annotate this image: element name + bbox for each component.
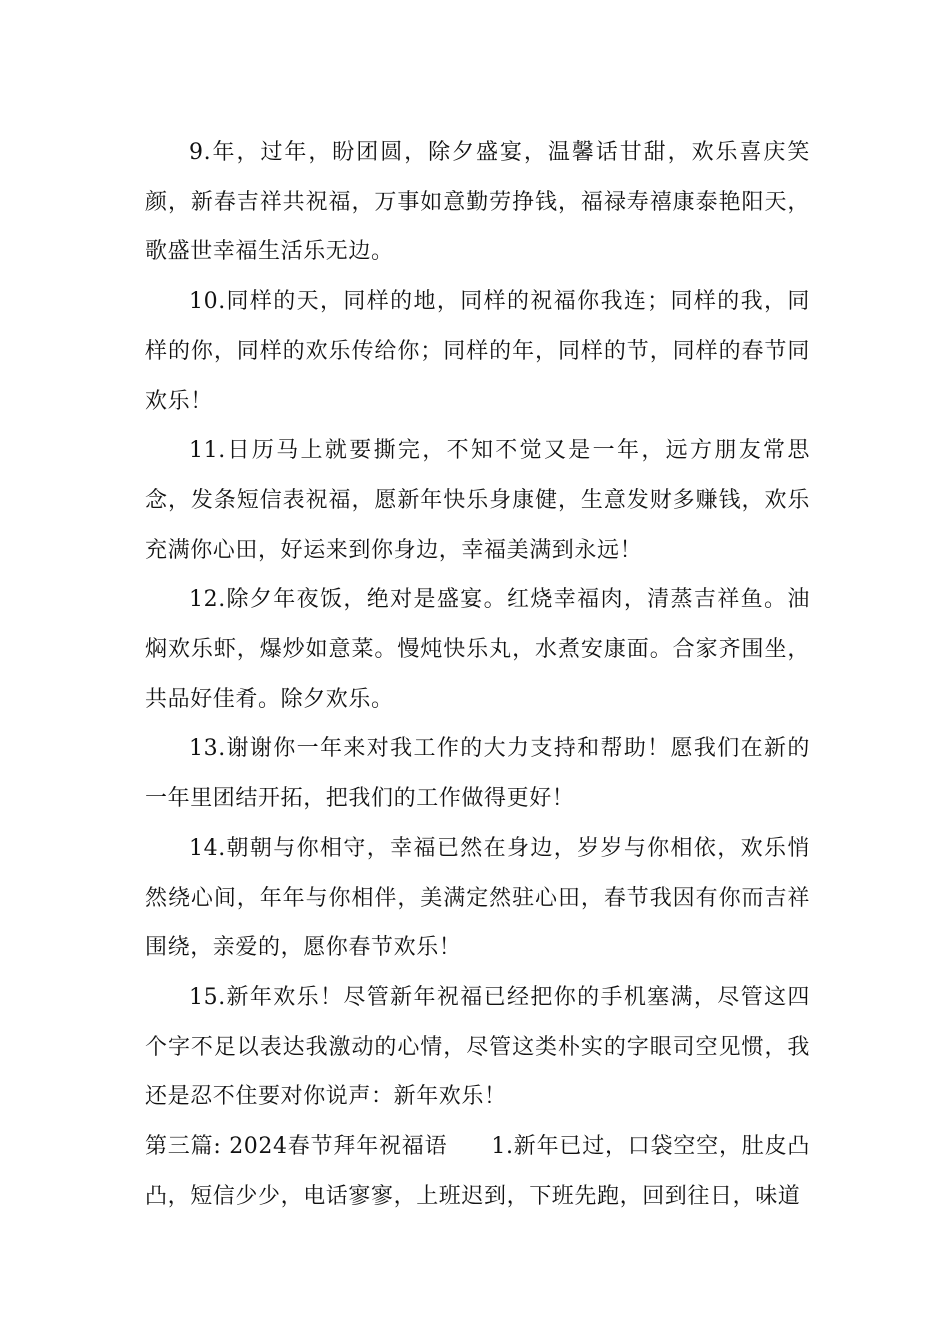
paragraph-11: 11.日历马上就要撕完，不知不觉又是一年，远方朋友常思念，发条短信表祝福，愿新年快乐身康健，生意发财多赚钱，欢乐充满你心田，好运来到你身边，幸福美满到永远！	[145, 438, 810, 563]
document-body	[145, 128, 810, 1221]
paragraph-10: 10.同样的天，同样的地，同样的祝福你我连；同样的我，同样的你，同样的欢乐传给你；同样的年，同样的节，同样的春节同欢乐！	[145, 289, 810, 414]
paragraph-12: 12.除夕年夜饭，绝对是盛宴。红烧幸福肉，清蒸吉祥鱼。油焖欢乐虾，爆炒如意菜。慢炖快乐丸，水煮安康面。合家齐围坐，共品好佳肴。除夕欢乐。	[145, 587, 810, 712]
paragraph-14: 14.朝朝与你相守，幸福已然在身边，岁岁与你相依，欢乐悄然绕心间，年年与你相伴，美满定然驻心田，春节我因有你而吉祥围绕，亲爱的，愿你春节欢乐！	[145, 835, 810, 961]
paragraph-9: 9.年，过年，盼团圆，除夕盛宴，温馨话甘甜，欢乐喜庆笑颜，新春吉祥共祝福，万事如意勤劳挣钱，福禄寿禧康泰艳阳天，歌盛世幸福生活乐无边。	[145, 140, 810, 265]
section-first-item: 1.新年已过，口袋空空，肚皮凸凸，短信少少，电话寥寥，上班迟到，下班先跑，回到往日，味道	[145, 1134, 810, 1209]
section-three	[145, 1122, 810, 1221]
section-heading: 第三篇: 2024春节拜年祝福语	[145, 1134, 448, 1160]
paragraph-13: 13.谢谢你一年来对我工作的大力支持和帮助！愿我们在新的一年里团结开拓，把我们的工作做得更好！	[145, 736, 810, 812]
paragraph-15: 15.新年欢乐！尽管新年祝福已经把你的手机塞满，尽管这四个字不足以表达我激动的心情，尽管这类朴实的字眼司空见惯，我还是忍不住要对你说声：新年欢乐！	[145, 984, 810, 1110]
